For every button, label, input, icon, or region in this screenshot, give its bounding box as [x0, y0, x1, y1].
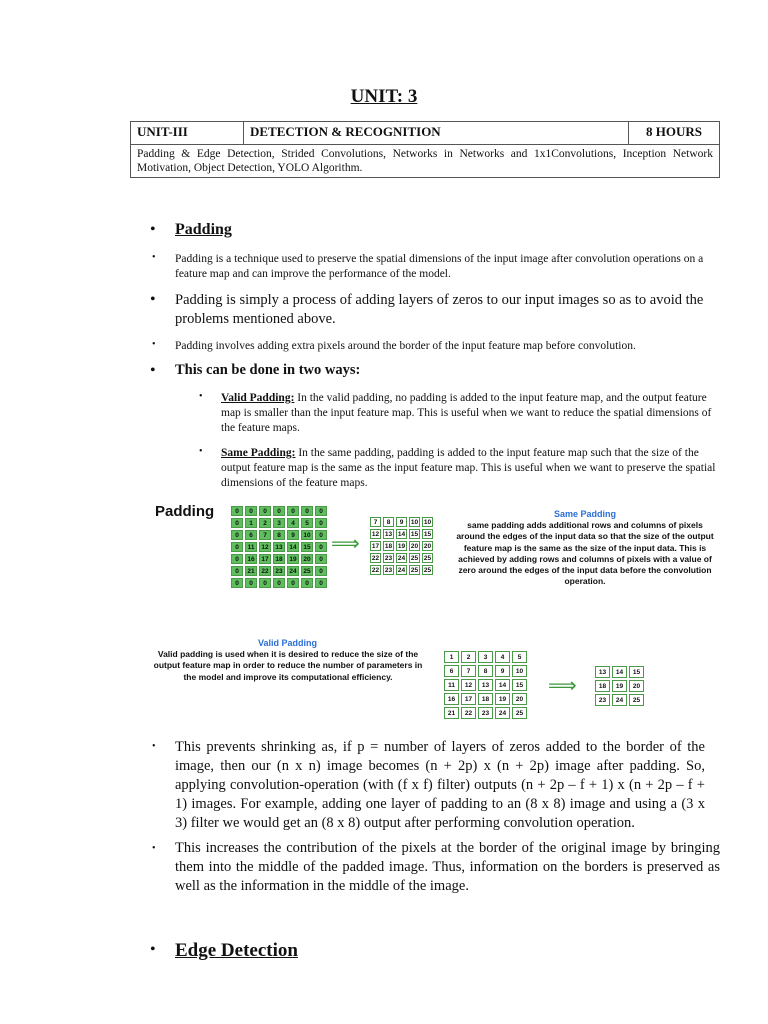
grid-cell: 23 [384, 566, 393, 574]
grid-cell: 1 [444, 651, 459, 663]
bullet-icon: • [150, 291, 156, 308]
grid-cell: 0 [287, 578, 299, 588]
grid-cell: 0 [301, 578, 313, 588]
grid-cell: 10 [512, 665, 527, 677]
grid-cell: 25 [512, 707, 527, 719]
syllabus-topic: DETECTION & RECOGNITION [244, 122, 629, 145]
grid-cell: 23 [595, 694, 610, 706]
grid-cell: 6 [245, 530, 257, 540]
grid-cell: 12 [461, 679, 476, 691]
grid-cell: 10 [423, 518, 432, 526]
grid-cell: 16 [245, 554, 257, 564]
grid-cell: 0 [245, 578, 257, 588]
bullet-icon: • [199, 446, 203, 457]
valid-padding-item [221, 391, 718, 436]
grid-cell: 24 [397, 566, 406, 574]
grid-cell: 17 [461, 693, 476, 705]
grid-cell: 0 [273, 506, 285, 516]
syllabus-contents: Padding & Edge Detection, Strided Convolutions, Networks in Networks and 1x1Convolutions, Inception Network Motivation, Object Detection, YOLO Algorithm. [131, 145, 720, 178]
grid-cell: 0 [315, 542, 327, 552]
grid-cell: 13 [478, 679, 493, 691]
page-title: UNIT: 3 [350, 86, 418, 107]
grid-cell: 21 [444, 707, 459, 719]
grid-cell: 0 [231, 506, 243, 516]
padding-bullet-1: Padding is a technique used to preserve the spatial dimensions of the input image after convolution operations on a feature map and can improve the performance of the model. [175, 253, 704, 280]
grid-cell: 20 [423, 542, 432, 550]
grid-cell: 3 [273, 518, 285, 528]
grid-cell: 5 [301, 518, 313, 528]
grid-cell: 8 [478, 665, 493, 677]
grid-cell: 13 [384, 530, 393, 538]
grid-cell: 14 [495, 679, 510, 691]
grid-cell: 22 [461, 707, 476, 719]
grid-cell: 25 [423, 566, 432, 574]
syllabus-unit: UNIT-III [131, 122, 244, 145]
grid-cell: 25 [301, 566, 313, 576]
grid-cell: 10 [410, 518, 419, 526]
grid-cell: 12 [371, 530, 380, 538]
valid-padding-title: Valid Padding [257, 638, 317, 648]
grid-cell: 11 [444, 679, 459, 691]
grid-cell: 0 [315, 578, 327, 588]
grid-cell: 23 [478, 707, 493, 719]
grid-cell: 0 [231, 566, 243, 576]
grid-cell: 8 [273, 530, 285, 540]
bullet-icon: • [152, 339, 156, 350]
grid-cell: 22 [371, 554, 380, 562]
valid-output-grid [595, 666, 644, 706]
grid-cell: 4 [287, 518, 299, 528]
grid-cell: 14 [612, 666, 627, 678]
arrow-icon: ⟹ [331, 531, 360, 555]
grid-cell: 0 [315, 530, 327, 540]
grid-cell: 23 [384, 554, 393, 562]
grid-cell: 10 [301, 530, 313, 540]
grid-cell: 25 [410, 554, 419, 562]
same-padding-item [221, 446, 718, 491]
grid-cell: 20 [629, 680, 644, 692]
grid-cell: 14 [397, 530, 406, 538]
grid-cell: 15 [410, 530, 419, 538]
grid-cell: 15 [512, 679, 527, 691]
two-ways-heading: This can be done in two ways: [175, 362, 361, 378]
grid-cell: 7 [259, 530, 271, 540]
grid-cell: 0 [245, 506, 257, 516]
same-output-grid [370, 517, 433, 575]
valid-input-grid [444, 651, 527, 719]
arrow-icon: ⟹ [548, 673, 577, 697]
grid-cell: 0 [259, 578, 271, 588]
grid-cell: 7 [370, 517, 381, 527]
grid-cell: 20 [512, 693, 527, 705]
grid-cell: 20 [410, 542, 419, 550]
grid-cell: 0 [315, 518, 327, 528]
grid-cell: 20 [301, 554, 313, 564]
grid-cell: 0 [231, 554, 243, 564]
contribution-bullet: This increases the contribution of the pixels at the border of the original image by bringing them into the middle of the padded image. Thus, information on the borders is preserved as well as the information in the middle of the image. [175, 840, 720, 894]
valid-padding-label: Valid Padding: [221, 392, 295, 404]
grid-cell: 15 [629, 666, 644, 678]
grid-cell: 0 [315, 506, 327, 516]
grid-cell: 2 [259, 518, 271, 528]
grid-cell: 21 [245, 566, 257, 576]
grid-cell: 8 [383, 517, 394, 527]
bullet-icon: • [152, 252, 156, 263]
grid-cell: 0 [231, 530, 243, 540]
grid-cell: 12 [259, 542, 271, 552]
grid-cell: 24 [495, 707, 510, 719]
grid-cell: 0 [273, 578, 285, 588]
padding-bullet-2: Padding is simply a process of adding layers of zeros to our input images so as to avoid the problems mentioned above. [175, 292, 704, 327]
grid-cell: 7 [461, 665, 476, 677]
grid-cell: 24 [612, 694, 627, 706]
grid-cell: 6 [444, 665, 459, 677]
grid-cell: 2 [461, 651, 476, 663]
grid-cell: 18 [384, 542, 393, 550]
grid-cell: 19 [612, 680, 627, 692]
grid-cell: 15 [423, 530, 432, 538]
grid-cell: 16 [444, 693, 459, 705]
figure-padding-label: Padding [155, 503, 215, 520]
grid-cell: 19 [495, 693, 510, 705]
grid-cell: 13 [595, 666, 610, 678]
grid-cell: 25 [410, 566, 419, 574]
grid-cell: 1 [245, 518, 257, 528]
grid-cell: 0 [231, 542, 243, 552]
syllabus-table [130, 121, 720, 178]
grid-cell: 0 [287, 506, 299, 516]
grid-cell: 19 [397, 542, 406, 550]
padding-heading: Padding [175, 221, 232, 238]
grid-cell: 18 [273, 554, 285, 564]
bullet-icon: • [199, 391, 203, 402]
grid-cell: 0 [315, 566, 327, 576]
grid-cell: 9 [396, 517, 407, 527]
grid-cell: 17 [371, 542, 380, 550]
grid-cell: 22 [259, 566, 271, 576]
bullet-icon: • [150, 941, 156, 958]
grid-cell: 13 [273, 542, 285, 552]
grid-cell: 0 [315, 554, 327, 564]
grid-cell: 0 [301, 506, 313, 516]
grid-cell: 19 [287, 554, 299, 564]
grid-cell: 15 [301, 542, 313, 552]
grid-cell: 0 [259, 506, 271, 516]
grid-cell: 18 [595, 680, 610, 692]
padded-input-grid [231, 506, 327, 588]
grid-cell: 9 [495, 665, 510, 677]
bullet-icon: • [150, 221, 156, 238]
grid-cell: 4 [495, 651, 510, 663]
grid-cell: 24 [287, 566, 299, 576]
same-padding-title: Same Padding [553, 509, 616, 519]
syllabus-hours: 8 HOURS [629, 122, 720, 145]
grid-cell: 17 [259, 554, 271, 564]
same-padding-label: Same Padding: [221, 447, 296, 459]
grid-cell: 5 [512, 651, 527, 663]
shrink-bullet: This prevents shrinking as, if p = number of layers of zeros added to the border of the image, then our (n x n) image becomes (n + 2p) x (n + 2p) image after padding. So, applying convolution-operation (with (f x f) filter) outputs (n + 2p – f + 1) x (n + 2p – f + 1) images. For example, adding one layer of padding to an (8 x 8) image and using a (3 x 3) filter we would get an (8 x 8) output after performing convolution operation. [175, 739, 705, 831]
padding-bullet-3: Padding involves adding extra pixels around the border of the input feature map before convolution. [175, 340, 636, 352]
grid-cell: 25 [423, 554, 432, 562]
grid-cell: 22 [371, 566, 380, 574]
same-padding-description: same padding adds additional rows and columns of pixels around the edges of the input data so that the size of the output feature map is the same as the size of the input data. This is achieved by adding rows and columns of pixels with a value of zero around the edges of the input data before the convolution operation. [456, 520, 714, 587]
grid-cell: 3 [478, 651, 493, 663]
same-padding-text: In the same padding, padding is added to the input feature map such that the size of the output feature map is the same as the input feature map. This is useful when we want to preserve the spatial dimensions of the feature maps. [221, 447, 716, 489]
grid-cell: 9 [287, 530, 299, 540]
bullet-icon: • [150, 362, 156, 379]
edge-detection-heading: Edge Detection [175, 940, 298, 961]
grid-cell: 14 [287, 542, 299, 552]
grid-cell: 0 [231, 578, 243, 588]
grid-cell: 24 [397, 554, 406, 562]
grid-cell: 25 [629, 694, 644, 706]
grid-cell: 0 [231, 518, 243, 528]
grid-cell: 23 [273, 566, 285, 576]
bullet-icon: • [152, 843, 156, 854]
grid-cell: 11 [245, 542, 257, 552]
valid-padding-text: In the valid padding, no padding is added to the input feature map, and the output feature map is smaller than the input feature map. This is useful when we want to reduce the spatial dimensions of the feature maps. [221, 392, 712, 434]
bullet-icon: • [152, 741, 156, 752]
valid-padding-description: Valid padding is used when it is desired to reduce the size of the output feature map in order to reduce the number of parameters in the model and improve its computational efficiency. [153, 649, 423, 682]
grid-cell: 18 [478, 693, 493, 705]
